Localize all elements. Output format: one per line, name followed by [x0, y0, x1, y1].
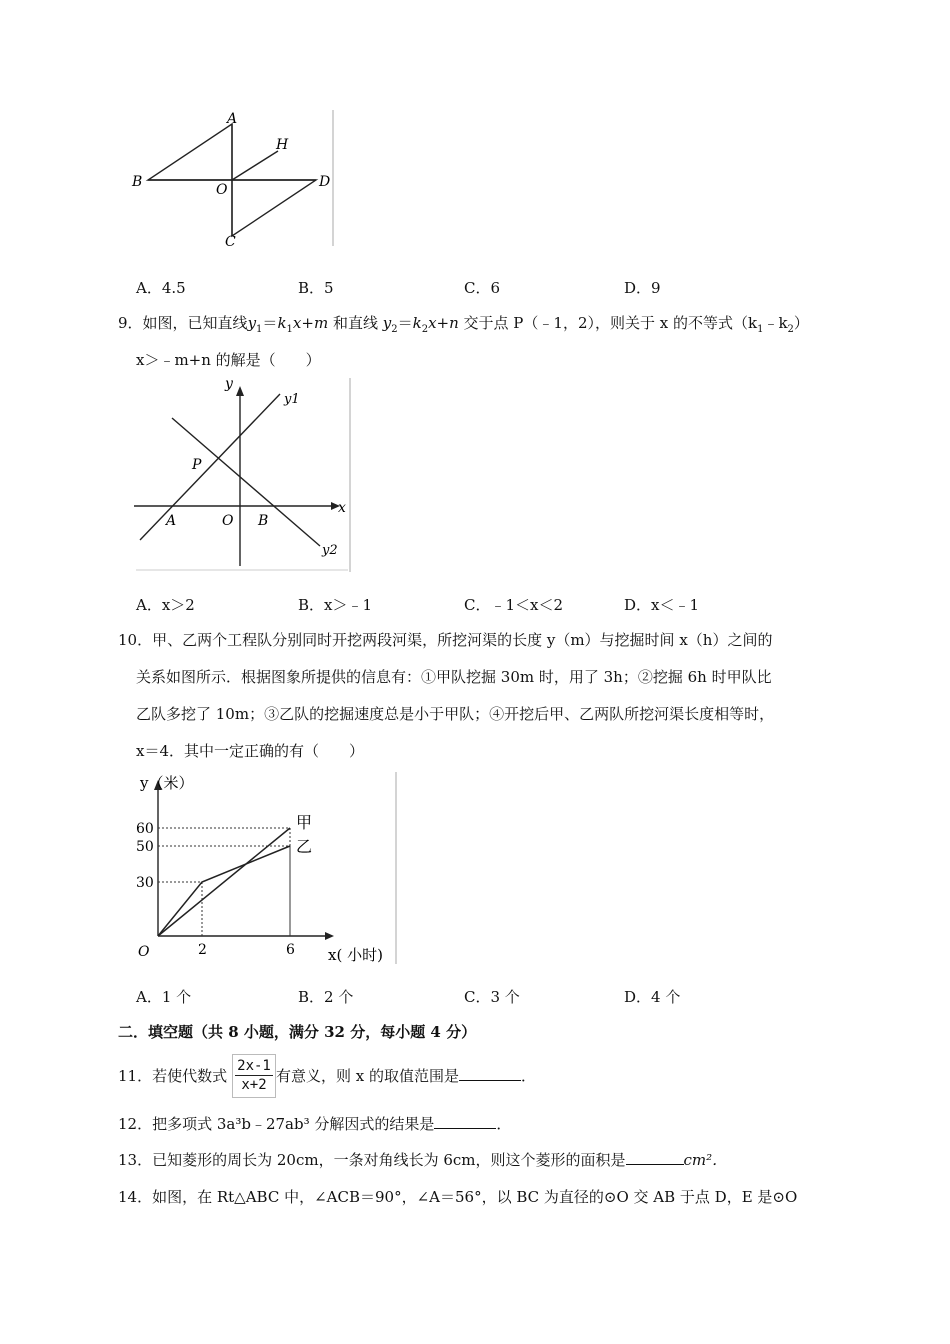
y-tick-60: 60: [136, 821, 154, 837]
q10-line4: x＝4．其中一定正确的有（ ）: [136, 742, 365, 760]
q10-option-d: D．4 个: [624, 988, 681, 1006]
label-C: C: [225, 234, 236, 248]
q11-answer-blank[interactable]: [459, 1066, 521, 1081]
label-D: D: [319, 174, 331, 190]
q9-line2: x＞﹣m+n 的解是（ ）: [136, 351, 321, 369]
fraction-numerator: 2x-1: [235, 1057, 273, 1076]
q12-line: 12．把多项式 3a³b﹣27ab³ 分解因式的结果是 ．: [118, 1115, 512, 1133]
fraction-box: [232, 1054, 276, 1098]
q11-post: 有意义，则 x 的取值范围是 ．: [276, 1067, 537, 1085]
label-y1: y1: [284, 392, 300, 407]
q13-answer-blank[interactable]: [626, 1150, 684, 1165]
q9-option-b: B．x＞﹣1: [298, 596, 373, 614]
label-y: y: [225, 376, 233, 392]
y-axis-label: y（米）: [140, 774, 194, 792]
label-O: O: [222, 513, 234, 529]
q10-line1: 10．甲、乙两个工程队分别同时开挖两段河渠，所挖河渠的长度 y（m）与挖掘时间 x（h）之间的: [118, 631, 773, 649]
label-H: H: [276, 137, 289, 153]
label-P: P: [192, 457, 202, 473]
q9-line1: 9．如图，已知直线$y_1=k_1x+m$ 和直线 $y_2=k_2x+n$ 交于点 P（﹣1，2），则关于 x 的不等式$(k_1﹣k_2)$: [118, 314, 809, 335]
q8-option-d: D．9: [624, 279, 661, 297]
q14-line: 14．如图，在 Rt△ABC 中，∠ACB＝90°，∠A＝56°，以 BC 为直径的⊙O 交 AB 于点 D，E 是⊙O: [118, 1188, 798, 1206]
label-B: B: [258, 513, 269, 529]
q8-option-a: A．4.5: [136, 279, 186, 297]
section-heading: 二．填空题（共 8 小题，满分 32 分，每小题 4 分）: [118, 1023, 477, 1041]
excavation-line-chart: [128, 768, 400, 968]
q9-option-a: A．x＞2: [136, 596, 195, 614]
label-B: B: [132, 174, 143, 190]
q10-option-b: B．2 个: [298, 988, 354, 1006]
label-O: O: [216, 182, 228, 198]
fraction-denominator: x+2: [241, 1077, 267, 1093]
y-tick-50: 50: [136, 839, 154, 855]
q12-answer-blank[interactable]: [434, 1114, 496, 1129]
q10-line3: 乙队多挖了 10m；③乙队的挖掘速度总是小于甲队；④开挖后甲、乙两队所挖河渠长度相等时，: [136, 705, 775, 723]
series-line-1: [158, 846, 290, 936]
x-tick-2: 2: [198, 942, 207, 958]
x-tick-6: 6: [286, 942, 295, 958]
label-A: A: [227, 111, 238, 127]
x-axis-label: x( 小时): [328, 946, 383, 964]
q9-option-d: D．x＜﹣1: [624, 596, 700, 614]
q13-line: 13．已知菱形的周长为 20cm，一条对角线长为 6cm，则这个菱形的面积是 cm²．: [118, 1151, 728, 1169]
q11-pre: 11．若使代数式: [118, 1067, 228, 1085]
q8-option-c: C．6: [464, 279, 501, 297]
label-x: x: [338, 500, 346, 516]
q9-option-c: C．﹣1＜x＜2: [464, 596, 564, 614]
label-y2: y2: [322, 543, 338, 558]
q10-option-a: A．1 个: [136, 988, 192, 1006]
series-label-0: 甲: [296, 813, 313, 832]
q10-line2: 关系如图所示．根据图象所提供的信息有：①甲队挖掘 30m 时，用了 3h；②挖掘 6h 时甲队比: [136, 668, 772, 686]
q10-option-c: C．3 个: [464, 988, 520, 1006]
series-label-1: 乙: [296, 837, 313, 856]
y-tick-30: 30: [136, 875, 154, 891]
label-A: A: [166, 513, 177, 529]
origin-label: O: [138, 944, 150, 960]
rhombus-figure: [128, 108, 338, 248]
q8-option-b: B．5: [298, 279, 334, 297]
lines-intersection-figure: [128, 376, 354, 574]
series-line-0: [158, 828, 290, 936]
